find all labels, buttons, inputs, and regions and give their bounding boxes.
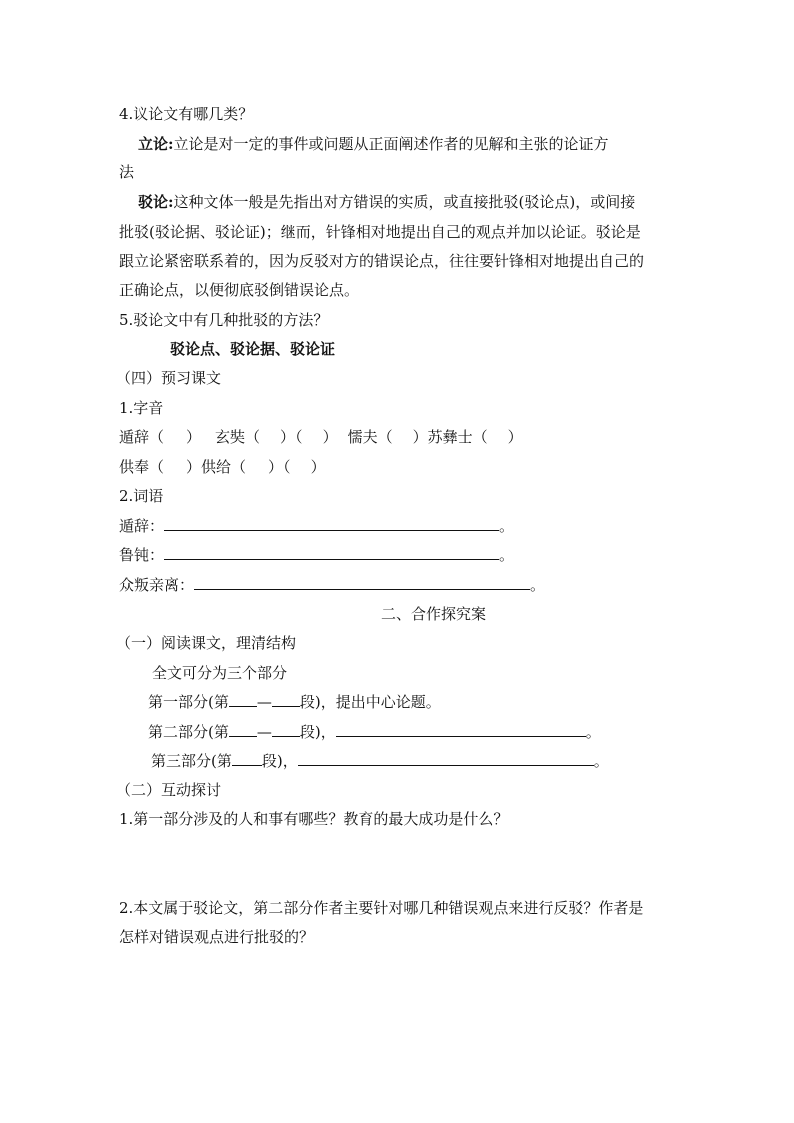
zi-xuanzang: 玄奘（ [215,428,261,446]
part1-row [148,692,441,712]
sub1-title: （一）阅读课文，理清结构 [116,634,297,652]
part1-label: 第一部分(第 [148,693,229,711]
dash: — [256,723,272,741]
answer-blank[interactable] [272,722,300,737]
zi-title: 1.字音 [119,399,164,417]
period: 。 [499,546,515,564]
answer-blank[interactable] [298,751,594,766]
paren-close: ） [186,458,202,476]
paren-close: ） [507,428,523,446]
answer-blank[interactable] [336,722,586,737]
ci-item-zhongpan [119,575,545,595]
period: 。 [499,517,515,535]
answer-blank[interactable] [194,575,530,590]
period: 。 [593,752,609,770]
paren-close: ） [322,428,338,446]
question-5-answer: 驳论点、驳论据、驳论证 [170,340,336,358]
discussion-q2-line1: 2.本文属于驳论文，第二部分作者主要针对哪几种错误观点来进行反驳？作者是 [119,899,644,917]
part3-text: 段)， [261,752,298,770]
lilun-paragraph-line1 [138,134,609,154]
paren-close: ） [310,458,326,476]
paren-mid: ）（ [268,458,291,476]
bolun-l4: 正确论点，以便彻底驳倒错误论点。 [119,281,360,299]
period: 。 [530,576,546,594]
zi-nuofu: 懦夫（ [347,428,393,446]
section-4-title: （四）预习课文 [116,369,222,387]
ci-label: 遁辞： [119,517,165,535]
ci-label: 鲁钝： [119,546,165,564]
discussion-q1: 1.第一部分涉及的人和事有哪些？教育的最大成功是什么？ [119,810,509,828]
zi-gongji: 供给（ [201,458,247,476]
answer-blank[interactable] [164,545,499,560]
zi-dunci: 遁辞（ [119,428,165,446]
paren-close: ） [186,428,202,446]
bolun-paragraph-line1 [138,192,635,212]
ci-label: 众叛亲离： [119,576,195,594]
sub2-title: （二）互动探讨 [116,781,222,799]
lilun-term: 立论: [138,135,174,153]
bolun-term: 驳论: [138,193,174,211]
part3-row [151,751,609,771]
answer-blank[interactable] [229,692,257,707]
answer-blank[interactable] [232,751,262,766]
bolun-l1: 这种文体一般是先指出对方错误的实质，或直接批驳(驳论点)，或间接 [173,193,636,211]
zi-row2 [119,457,326,477]
part2-text: 段)， [299,723,336,741]
part2-label: 第二部分(第 [148,723,229,741]
answer-blank[interactable] [272,692,300,707]
bolun-l3: 跟立论紧密联系着的，因为反驳对方的错误论点，往往要针锋相对地提出自己的 [119,252,645,270]
question-4: 4.议论文有哪几类？ [119,105,254,123]
part3-label: 第三部分(第 [151,752,232,770]
paren-close: ） [412,428,428,446]
part1-text: 段)，提出中心论题。 [299,693,441,711]
zi-gongfeng: 供奉（ [119,458,165,476]
ci-item-dunci [119,516,514,536]
answer-blank[interactable] [164,516,499,531]
struct-intro: 全文可分为三个部分 [152,664,288,682]
bolun-l2: 批驳(驳论据、驳论证)；继而，针锋相对地提出自己的观点并加以论证。驳论是 [119,223,641,241]
paren-mid: ）（ [280,428,303,446]
dash: — [256,693,272,711]
ci-item-ludun [119,545,514,565]
question-5: 5.驳论文中有几种批驳的方法？ [119,311,329,329]
lilun-text2: 法 [119,163,135,181]
part2-title: 二、合作探究案 [381,605,487,623]
zi-row1 [119,427,523,447]
period: 。 [585,723,601,741]
part2-row [148,722,601,742]
zi-suyishi: 苏彝士（ [427,428,488,446]
lilun-text1: 立论是对一定的事件或问题从正面阐述作者的见解和主张的论证方 [173,135,609,153]
ci-title: 2.词语 [119,487,164,505]
discussion-q2-line2: 怎样对错误观点进行批驳的？ [119,928,315,946]
answer-blank[interactable] [229,722,257,737]
